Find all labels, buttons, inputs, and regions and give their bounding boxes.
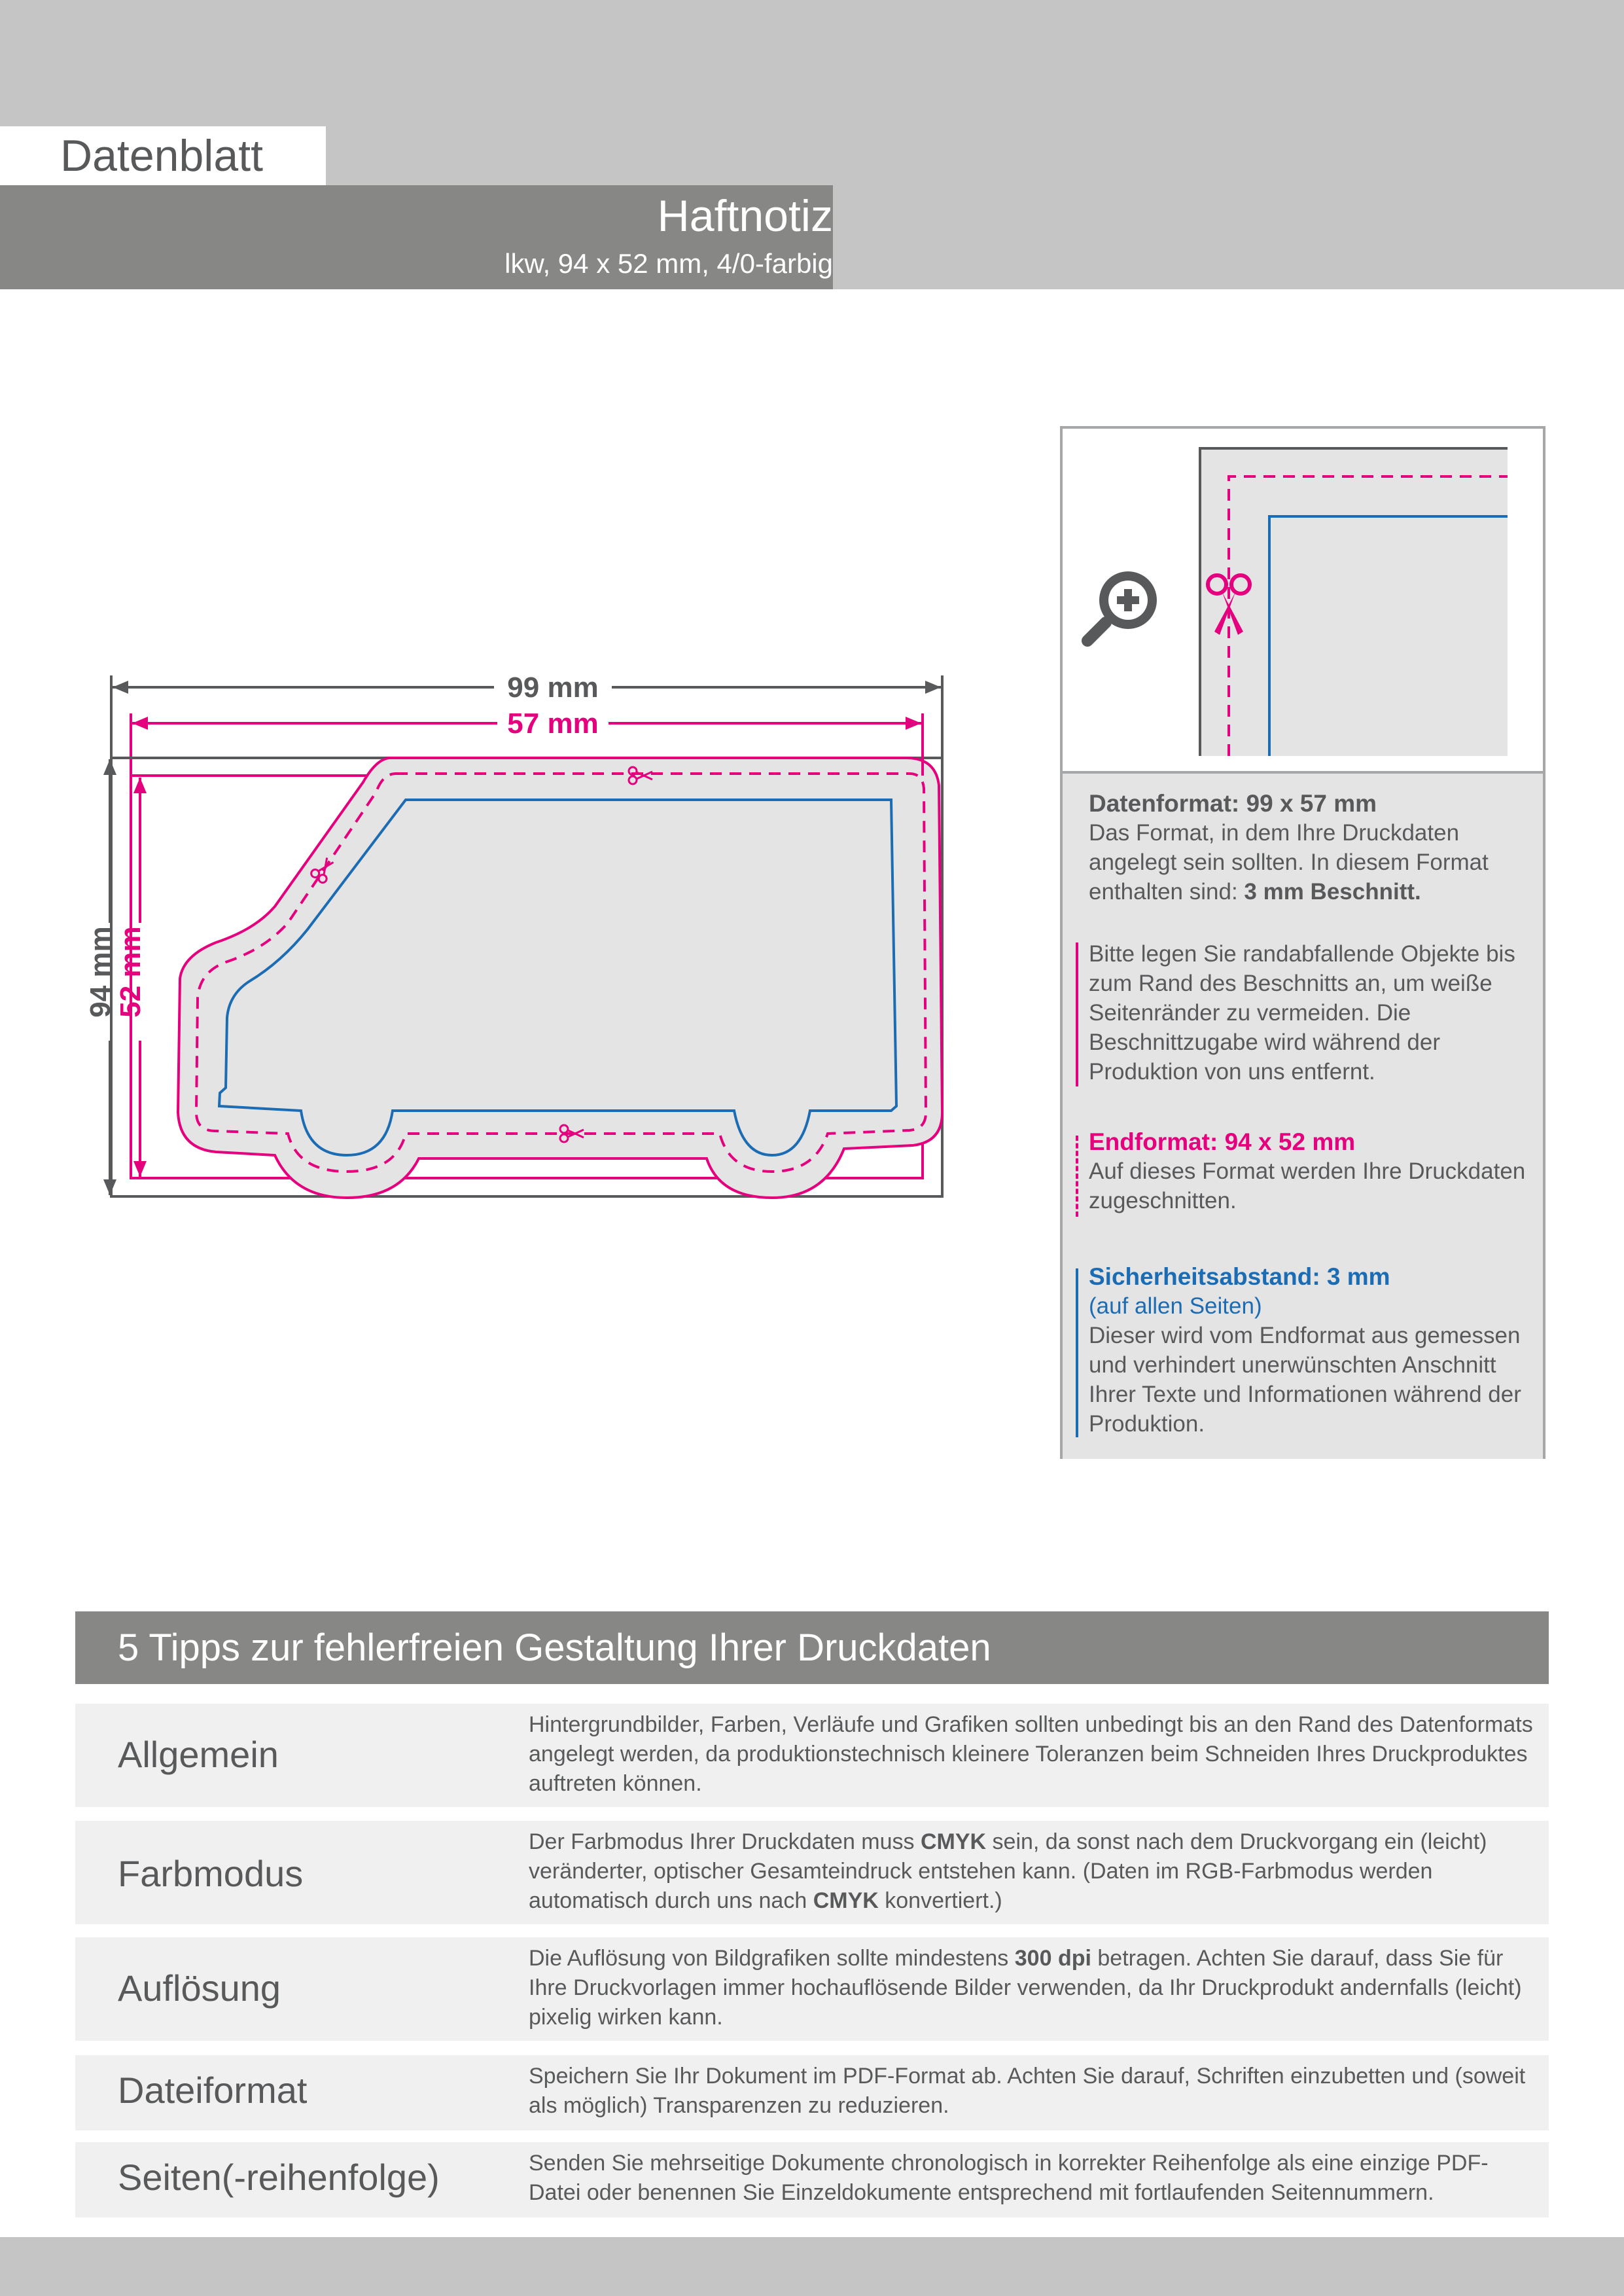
tip-text xyxy=(529,1944,1536,2032)
tip-label: Allgemein xyxy=(118,1734,279,1775)
tip-text-part: Die Auflösung von Bildgrafiken sollte mindestens xyxy=(529,1946,1015,1971)
dim-width-outer: 99 mm xyxy=(507,672,599,704)
sicherheit-sub: (auf allen Seiten) xyxy=(1089,1293,1262,1319)
datenformat-text-body: Das Format, in dem Ihre Druckdaten angelegt sein sollten. In diesem Format enthalten sind: xyxy=(1089,820,1489,905)
arrow-down-icon xyxy=(103,1179,116,1195)
info-endformat xyxy=(1089,1127,1540,1215)
tip-text-part: betragen. Achten Sie darauf, dass Sie für Ihre Druckvorlagen immer hochauflösende Bilder verwenden, da Ihr Druckprodukt andernfalls (leicht) pixelig wirken kann. xyxy=(529,1946,1522,2030)
arrow-up-icon xyxy=(103,759,116,775)
page-title: Haftnotiz xyxy=(657,191,833,241)
arrow-up-icon xyxy=(133,778,147,793)
dim-height-outer: 94 mm xyxy=(84,926,116,1018)
tip-label: Seiten(-reihenfolge) xyxy=(118,2157,440,2198)
zoom-in-icon xyxy=(1087,571,1157,641)
endformat-heading: Endformat: 94 x 52 mm xyxy=(1089,1128,1356,1155)
arrow-right-icon xyxy=(925,681,941,694)
dim-width-inner: 57 mm xyxy=(507,708,599,740)
tip-label: Farbmodus xyxy=(118,1853,304,1894)
tip-text-part: konvertiert.) xyxy=(878,1888,1002,1913)
tips-title: 5 Tipps zur fehlerfreien Gestaltung Ihrer Druckdaten xyxy=(118,1626,991,1669)
truck-diagram-svg xyxy=(65,655,981,1230)
bleed-bar xyxy=(1076,942,1078,1086)
endformat-text: Auf dieses Format werden Ihre Druckdaten zugeschnitten. xyxy=(1089,1158,1526,1213)
datenformat-text xyxy=(1089,818,1540,906)
arrow-down-icon xyxy=(133,1161,147,1177)
dim-height-inner: 52 mm xyxy=(115,926,147,1018)
tip-text-part: sein, da sonst nach dem Druckvorgang ein (leicht) veränderter, optischer Gesamteindruck entstehen kann. (Daten im RGB-Farbmodus werden automatisch durch uns nach xyxy=(529,1829,1487,1913)
info-randabfallend: Bitte legen Sie randabfallende Objekte bis zum Rand des Beschnitts an, um weiße Seitenränder zu vermeiden. Die Beschnittzugabe wird während der Produktion von uns entfernt. xyxy=(1089,941,1515,1085)
zoom-fill xyxy=(1200,448,1508,756)
sicherheit-heading: Sicherheitsabstand: 3 mm xyxy=(1089,1263,1390,1290)
tip-text-part: Der Farbmodus Ihrer Druckdaten muss xyxy=(529,1829,921,1854)
zoom-detail xyxy=(1063,429,1543,771)
format-diagram xyxy=(65,655,981,1230)
tip-text: Hintergrundbilder, Farben, Verläufe und Grafiken sollten unbedingt bis an den Rand des Datenformats angelegt werden, da produktionstechnisch kleinere Toleranzen beim Schneiden Ihres Druckproduktes auftreten können. xyxy=(529,1712,1533,1796)
arrow-left-icon xyxy=(132,717,148,730)
sicherheit-text: Dieser wird vom Endformat aus gemessen und verhindert unerwünschten Anschnitt Ihrer Texte und Informationen während der Produktion. xyxy=(1089,1323,1521,1437)
info-datenformat xyxy=(1089,789,1540,906)
doc-label: Datenblatt xyxy=(60,131,263,181)
tip-label: Auflösung xyxy=(118,1967,281,2009)
tip-text xyxy=(529,1827,1536,1916)
cut-bar xyxy=(1076,1136,1078,1217)
arrow-left-icon xyxy=(113,681,128,694)
tip-text: Speichern Sie Ihr Dokument im PDF-Format ab. Achten Sie darauf, Schriften einzubetten und (soweit als möglich) Transparenzen zu reduzieren. xyxy=(529,2064,1526,2118)
info-sicherheit xyxy=(1089,1262,1540,1439)
datenformat-heading: Datenformat: 99 x 57 mm xyxy=(1089,790,1377,817)
tip-text: Senden Sie mehrseitige Dokumente chronologisch in korrekter Reihenfolge als eine einzige PDF-Datei oder benennen Sie Einzeldokumente entsprechend mit fortlaufenden Seitennummern. xyxy=(529,2151,1489,2205)
safety-bar xyxy=(1076,1268,1078,1437)
tip-text-bold: 300 dpi xyxy=(1014,1946,1091,1971)
datenformat-text-bold: 3 mm Beschnitt. xyxy=(1244,879,1421,905)
tip-label: Dateiformat xyxy=(118,2070,308,2111)
footer-band xyxy=(0,2237,1624,2296)
tip-text-bold: CMYK xyxy=(920,1829,987,1854)
arrow-right-icon xyxy=(906,717,921,730)
page-subtitle: lkw, 94 x 52 mm, 4/0-farbig xyxy=(504,248,833,279)
tip-text-bold: CMYK xyxy=(813,1888,879,1913)
